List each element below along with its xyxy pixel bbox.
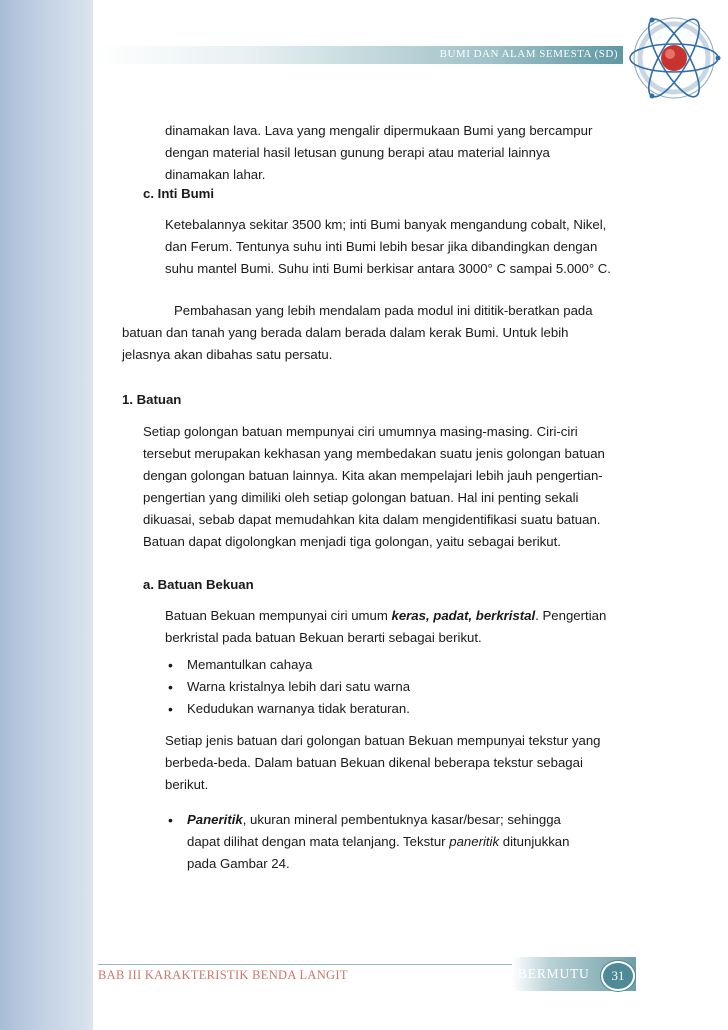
bullet-dot-icon: • — [168, 812, 173, 828]
text-line: Batuan Bekuan mempunyai ciri umum keras, padat, berkristal. Pengertian — [165, 608, 607, 623]
text-line: berkristal pada batuan Bekuan berarti sebagai berikut. — [165, 630, 482, 645]
text-line: dikuasai, sebab dapat memudahkan kita dalam mengidentifikasi suatu batuan. — [143, 512, 601, 527]
list-item: • Kedudukan warnanya tidak beraturan. — [165, 698, 623, 720]
text-line: dengan golongan batuan lainnya. Kita akan mempelajari lebih jauh pengertian- — [143, 468, 603, 483]
footer-divider — [98, 964, 512, 965]
text-line: jelasnya akan dibahas satu persatu. — [122, 347, 333, 362]
page-number-badge: 31 — [601, 961, 635, 991]
text-line: dengan material hasil letusan gunung berapi atau material lainnya — [165, 145, 550, 160]
atom-emblem-icon — [626, 10, 722, 106]
text-line: Setiap jenis batuan dari golongan batuan Bekuan mempunyai tekstur yang — [165, 733, 601, 748]
text-line: berbeda-beda. Dalam batuan Bekuan dikenal beberapa tekstur sebagai — [165, 755, 583, 770]
side-strip — [0, 0, 93, 1030]
text-line: Pembahasan yang lebih mendalam pada modul ini dititik-beratkan pada — [174, 303, 593, 318]
text-line: tersebut merupakan kekhasan yang membedakan suatu jenis golongan batuan — [143, 446, 605, 461]
text-line: dapat dilihat dengan mata telanjang. Tekstur paneritik ditunjukkan — [187, 834, 570, 849]
term-text: Paneritik — [187, 812, 243, 827]
text-line: berikut. — [165, 777, 209, 792]
text-line: pengertian yang dimiliki oleh setiap golongan batuan. Hal ini penting sekali — [143, 490, 579, 505]
section-1-heading: 1. Batuan — [122, 392, 182, 407]
bekuan-intro-paragraph — [165, 605, 623, 649]
text-line: pada Gambar 24. — [187, 856, 290, 871]
section-1-paragraph — [143, 421, 623, 553]
tekstur-paragraph — [165, 730, 623, 796]
section-c-heading: c. Inti Bumi — [143, 186, 215, 201]
text-line: dinamakan lahar. — [165, 167, 266, 182]
text-line: dinamakan lava. Lava yang mengalir dipermukaan Bumi yang bercampur — [165, 123, 593, 138]
paneritik-item — [165, 809, 623, 875]
text-line: • Paneritik, ukuran mineral pembentuknya kasar/besar; sehingga — [165, 809, 623, 831]
list-item: • Memantulkan cahaya — [165, 654, 623, 676]
pembahasan-paragraph — [122, 300, 623, 366]
text-line: suhu mantel Bumi. Suhu inti Bumi berkisar antara 3000° C sampai 5.000° C. — [165, 261, 611, 276]
list-item: • Warna kristalnya lebih dari satu warna — [165, 676, 623, 698]
lava-paragraph — [165, 120, 623, 186]
bekuan-bullet-list — [165, 654, 623, 720]
header-title: BUMI DAN ALAM SEMESTA (SD) — [439, 48, 618, 60]
section-a-heading: a. Batuan Bekuan — [143, 577, 254, 592]
text-line: Ketebalannya sekitar 3500 km; inti Bumi banyak mengandung cobalt, Nikel, — [165, 217, 607, 232]
footer-chapter-title: BAB III KARAKTERISTIK BENDA LANGIT — [98, 968, 348, 982]
text-line: batuan dan tanah yang berada dalam berada dalam kerak Bumi. Untuk lebih — [122, 325, 569, 340]
section-c-paragraph — [165, 214, 623, 280]
emphasis-text: keras, padat, berkristal — [391, 608, 536, 623]
text-line: dan Ferum. Tentunya suhu inti Bumi lebih besar jika dibandingkan dengan — [165, 239, 598, 254]
text-line: Setiap golongan batuan mempunyai ciri umumnya masing-masing. Ciri-ciri — [143, 424, 578, 439]
text-line: Batuan dapat digolongkan menjadi tiga golongan, yaitu sebagai berikut. — [143, 534, 561, 549]
footer-brand: BERMUTU — [518, 966, 590, 981]
